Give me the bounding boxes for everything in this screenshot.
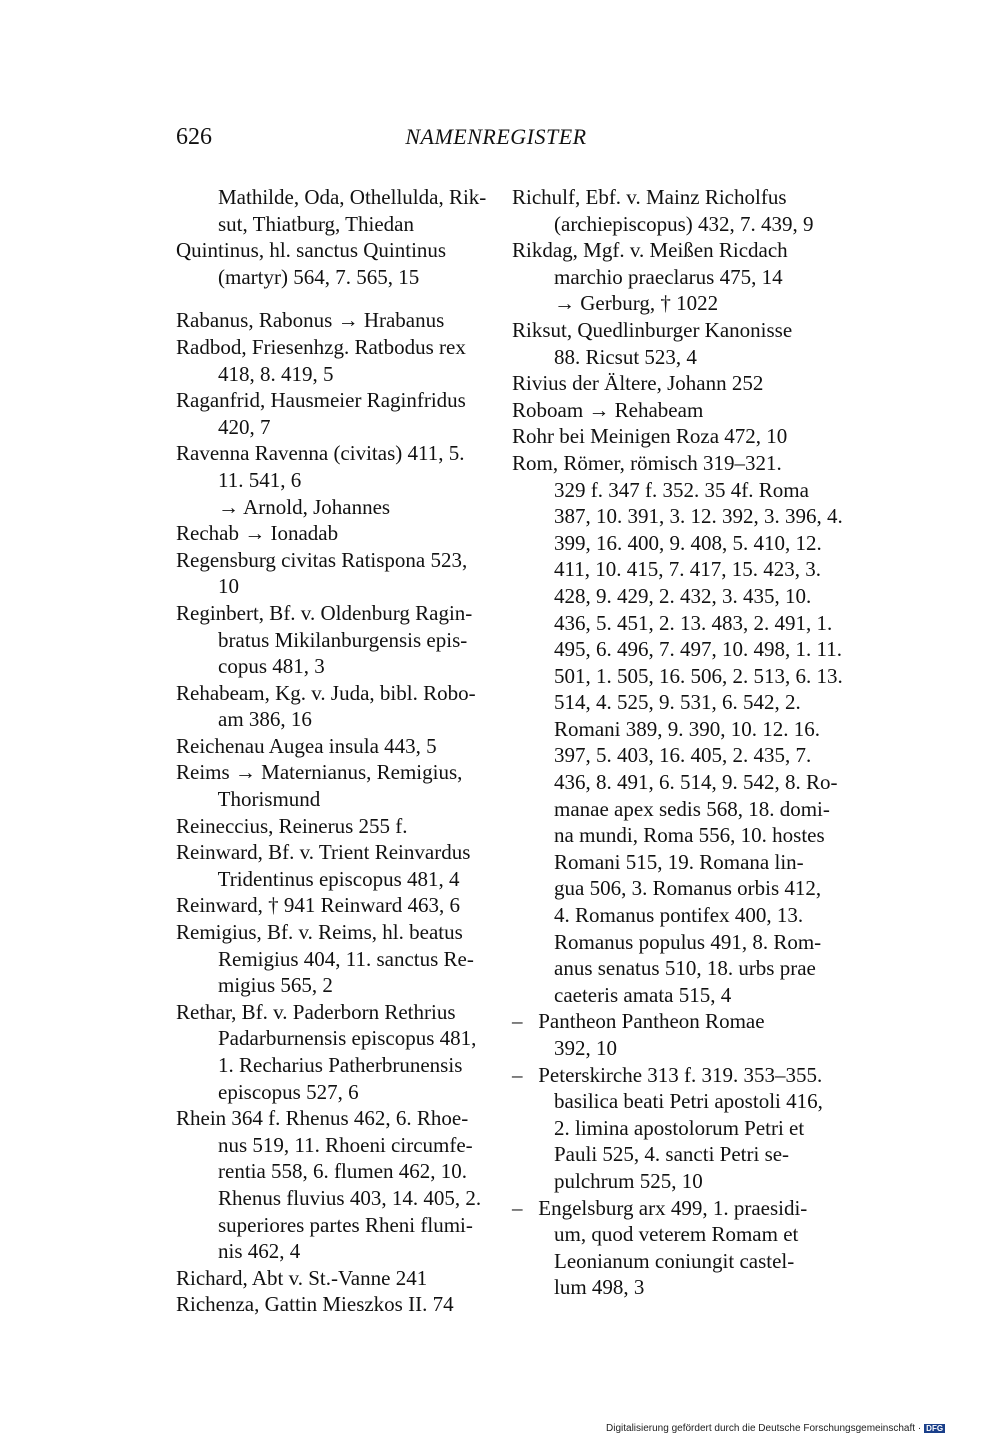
index-line: Richenza, Gattin Mieszkos II. 74	[176, 1292, 454, 1317]
left-column	[176, 184, 488, 1318]
index-line: 1. Recharius Patherbrunensis	[176, 1053, 463, 1077]
index-line: Tridentinus episcopus 481, 4	[176, 866, 460, 891]
page-number: 626	[176, 124, 212, 150]
index-line: 514, 4. 525, 9. 531, 6. 542, 2.	[512, 690, 801, 715]
index-line: Romani 389, 9. 390, 10. 12. 16.	[512, 716, 820, 741]
index-line: Thorismund	[176, 787, 321, 812]
index-line: 4. Romanus pontifex 400, 13.	[512, 903, 804, 928]
index-line: superiores partes Rheni flumi-	[176, 1212, 473, 1237]
index-line: rentia 558, 6. flumen 462, 10.	[176, 1159, 468, 1184]
index-line: na mundi, Roma 556, 10. hostes	[512, 823, 825, 848]
index-line: nus 519, 11. Rhoeni circumfe-	[176, 1132, 473, 1157]
index-line: – Peterskirche 313 f. 319. 353–355.	[512, 1062, 823, 1087]
index-line: 397, 5. 403, 16. 405, 2. 435, 7.	[512, 743, 812, 768]
index-line: 2. limina apostolorum Petri et	[512, 1115, 805, 1140]
index-line: Raganfrid, Hausmeier Raginfridus	[176, 388, 466, 413]
index-line: pulchrum 525, 10	[512, 1168, 703, 1193]
index-line: Reinward, Bf. v. Trient Reinvardus	[176, 840, 471, 865]
index-line: Rehabeam, Kg. v. Juda, bibl. Robo-	[176, 680, 476, 705]
index-line: Ravenna Ravenna (civitas) 411, 5.	[176, 441, 465, 466]
index-line: Reichenau Augea insula 443, 5	[176, 733, 437, 758]
index-line: 436, 8. 491, 6. 514, 9. 542, 8. Ro-	[512, 770, 838, 795]
index-line: Remigius, Bf. v. Reims, hl. beatus	[176, 920, 463, 945]
index-line: → Arnold, Johannes	[176, 494, 391, 519]
index-line: Leonianum coniungit castel-	[512, 1248, 795, 1273]
index-line: Reginbert, Bf. v. Oldenburg Ragin-	[176, 600, 473, 625]
index-line: lum 498, 3	[512, 1275, 645, 1300]
index-line: 399, 16. 400, 9. 408, 5. 410, 12.	[512, 530, 822, 555]
index-line: copus 481, 3	[176, 654, 325, 679]
index-line: 428, 9. 429, 2. 432, 3. 435, 10.	[512, 583, 812, 608]
index-line: gua 506, 3. Romanus orbis 412,	[512, 876, 822, 901]
index-line: 501, 1. 505, 16. 506, 2. 513, 6. 13.	[512, 663, 843, 688]
index-line: Rom, Römer, römisch 319–321.	[512, 450, 782, 475]
index-line: 495, 6. 496, 7. 497, 10. 498, 1. 11.	[512, 637, 842, 662]
index-line: → Gerburg, † 1022	[512, 291, 719, 316]
index-line: Rethar, Bf. v. Paderborn Rethrius	[176, 999, 456, 1024]
index-line: marchio praeclarus 475, 14	[512, 264, 783, 289]
index-line: nis 462, 4	[176, 1239, 301, 1264]
index-line: Rikdag, Mgf. v. Meißen Ricdach	[512, 238, 788, 263]
index-line	[176, 290, 488, 307]
index-line: um, quod veterem Romam et	[512, 1222, 799, 1247]
index-line: 418, 8. 419, 5	[176, 361, 334, 386]
index-line: Rivius der Ältere, Johann 252	[512, 371, 764, 396]
index-line: Rohr bei Meinigen Roza 472, 10	[512, 424, 788, 449]
index-line: Rabanus, Rabonus → Hrabanus	[176, 308, 445, 333]
index-line: Remigius 404, 11. sanctus Re-	[176, 946, 474, 971]
index-line: basilica beati Petri apostoli 416,	[512, 1089, 823, 1114]
footer-credit	[606, 1423, 945, 1434]
index-line: am 386, 16	[176, 707, 312, 732]
index-line: Rhein 364 f. Rhenus 462, 6. Rhoe-	[176, 1106, 469, 1131]
index-line: Richulf, Ebf. v. Mainz Richolfus	[512, 185, 787, 209]
index-line: 420, 7	[176, 414, 271, 439]
running-title: NAMENREGISTER	[405, 124, 587, 149]
index-line: 11. 541, 6	[176, 467, 302, 492]
index-line: (archiepiscopus) 432, 7. 439, 9	[512, 211, 814, 236]
index-line: Padarburnensis episcopus 481,	[176, 1026, 477, 1051]
index-line: – Engelsburg arx 499, 1. praesidi-	[512, 1195, 808, 1220]
index-line: Radbod, Friesenhzg. Ratbodus rex	[176, 334, 466, 359]
index-line: Reineccius, Reinerus 255 f.	[176, 813, 408, 838]
index-line: manae apex sedis 568, 18. domi-	[512, 796, 830, 821]
index-line: Richard, Abt v. St.-Vanne 241	[176, 1265, 428, 1290]
index-line: 329 f. 347 f. 352. 35 4f. Roma	[512, 477, 809, 502]
index-line: Regensburg civitas Ratispona 523,	[176, 547, 468, 572]
footer-text: Digitalisierung gefördert durch die Deutsche Forschungsgemeinschaft ·	[606, 1423, 922, 1434]
index-line: sut, Thiatburg, Thiedan	[176, 211, 414, 236]
index-line: 387, 10. 391, 3. 12. 392, 3. 396, 4.	[512, 504, 843, 529]
index-line: Roboam → Rehabeam	[512, 397, 704, 422]
index-line: 411, 10. 415, 7. 417, 15. 423, 3.	[512, 557, 821, 582]
index-line: Rhenus fluvius 403, 14. 405, 2.	[176, 1185, 482, 1210]
index-line: Reims → Maternianus, Remigius,	[176, 760, 463, 785]
index-line: migius 565, 2	[176, 973, 333, 998]
index-line: 88. Ricsut 523, 4	[512, 344, 697, 369]
dfg-logo: DFG	[926, 1423, 944, 1433]
index-line: 392, 10	[512, 1036, 617, 1060]
index-line: Quintinus, hl. sanctus Quintinus	[176, 238, 447, 263]
index-line: bratus Mikilanburgensis epis-	[176, 627, 468, 652]
index-line: episcopus 527, 6	[176, 1079, 359, 1104]
index-line: Romani 515, 19. Romana lin-	[512, 849, 804, 874]
page-header	[176, 124, 816, 154]
index-line: 10	[176, 574, 239, 599]
index-line: Rechab → Ionadab	[176, 521, 339, 546]
index-line: Pauli 525, 4. sancti Petri se-	[512, 1142, 790, 1167]
right-column	[512, 184, 843, 1301]
index-line: 436, 5. 451, 2. 13. 483, 2. 491, 1.	[512, 610, 833, 635]
index-line: Romanus populus 491, 8. Rom-	[512, 929, 822, 954]
index-line: anus senatus 510, 18. urbs prae	[512, 956, 816, 981]
index-line: Reinward, † 941 Reinward 463, 6	[176, 893, 461, 918]
index-line: – Pantheon Pantheon Romae	[512, 1009, 765, 1034]
index-line: Mathilde, Oda, Othellulda, Rik-	[176, 185, 487, 209]
index-line: Riksut, Quedlinburger Kanonisse	[512, 317, 793, 342]
index-line: caeteris amata 515, 4	[512, 982, 732, 1007]
index-line: (martyr) 564, 7. 565, 15	[176, 264, 420, 289]
